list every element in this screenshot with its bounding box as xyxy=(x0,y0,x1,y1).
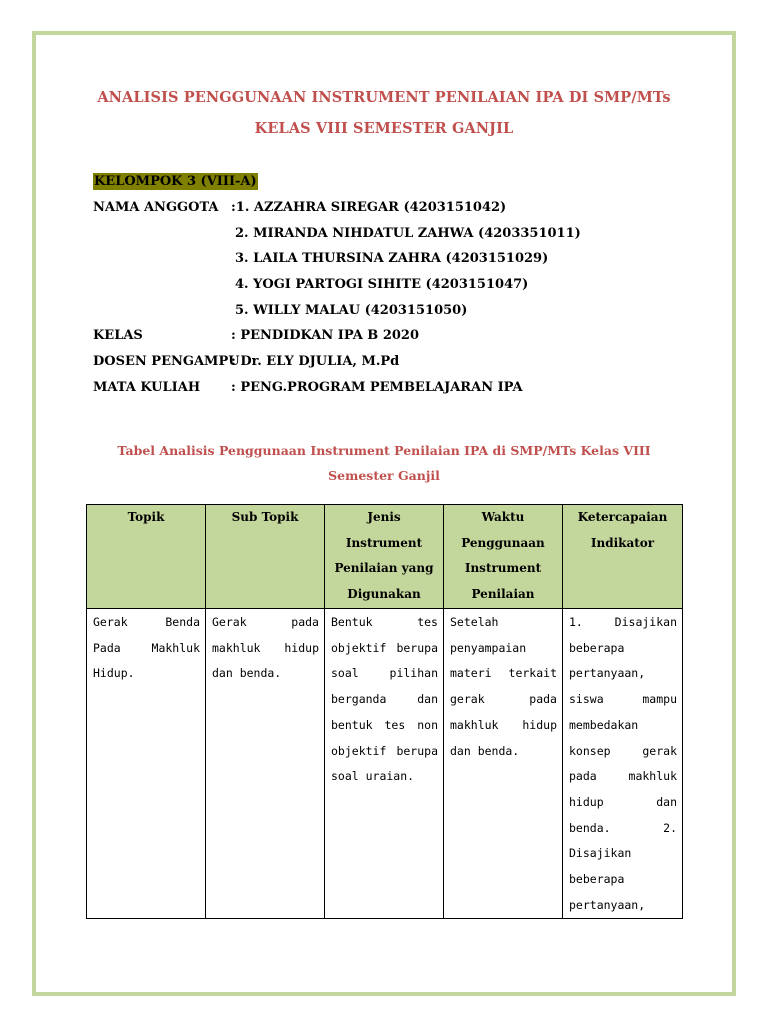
table-caption-line1: Tabel Analisis Penggunaan Instrument Penilaian IPA di SMP/MTs Kelas VIII xyxy=(117,443,651,458)
lecturer-label: DOSEN PENGAMPU xyxy=(93,354,240,369)
cell-sub-topik xyxy=(206,609,325,919)
member-2: 2. MIRANDA NIHDATUL ZAHWA (4203351011) xyxy=(235,226,581,241)
analysis-table xyxy=(86,504,683,919)
class-value: : PENDIDKAN IPA B 2020 xyxy=(231,328,420,343)
member-3: 3. LAILA THURSINA ZAHRA (4203151029) xyxy=(235,251,549,266)
member-5: 5. WILLY MALAU (4203151050) xyxy=(235,303,468,318)
table-caption-line2: Semester Ganjil xyxy=(328,468,440,483)
member-4: 4. YOGI PARTOGI SIHITE (4203151047) xyxy=(235,277,529,292)
cell-waktu-penggunaan-text: Setelah penyampaian materi terkait gerak pada makhluk hidup dan benda. xyxy=(450,615,557,758)
lecturer-value: : Dr. ELY DJULIA, M.Pd xyxy=(231,354,400,369)
member-1: :1. AZZAHRA SIREGAR (4203151042) xyxy=(231,200,507,215)
cell-ketercapaian xyxy=(563,609,683,919)
members-label: NAMA ANGGOTA xyxy=(93,200,219,215)
group-label: KELOMPOK 3 (VIII-A) xyxy=(94,174,257,189)
cell-jenis-instrument-text: Bentuk tes objektif berupa soal pilihan berganda dan bentuk tes non objektif berupa soal uraian. xyxy=(331,615,438,784)
header-jenis-instrument: Jenis Instrument Penilaian yang Digunakan xyxy=(325,505,444,609)
header-ketercapaian: Ketercapaian Indikator xyxy=(563,505,683,609)
header-sub-topik: Sub Topik xyxy=(206,505,325,609)
cell-topik-text: Gerak Benda Pada Makhluk Hidup. xyxy=(93,615,200,681)
document-title-line1: ANALISIS PENGGUNAAN INSTRUMENT PENILAIAN IPA DI SMP/MTs xyxy=(97,89,671,106)
class-label: KELAS xyxy=(93,328,143,343)
cell-jenis-instrument xyxy=(325,609,444,919)
table-header-row xyxy=(87,505,683,609)
cell-topik xyxy=(87,609,206,919)
cell-ketercapaian-text: 1. Disajikan beberapa pertanyaan, siswa mampu membedakan konsep gerak pada makhluk hidup dan benda. 2. Disajikan beberapa pertanyaan, xyxy=(569,615,677,912)
course-label: MATA KULIAH xyxy=(93,380,201,395)
cell-sub-topik-text: Gerak pada makhluk hidup dan benda. xyxy=(212,615,319,681)
table-row xyxy=(87,609,683,919)
document-title-line2: KELAS VIII SEMESTER GANJIL xyxy=(254,120,514,137)
course-value: : PENG.PROGRAM PEMBELAJARAN IPA xyxy=(231,380,523,395)
header-waktu-penggunaan: Waktu Penggunaan Instrument Penilaian xyxy=(444,505,563,609)
header-topik: Topik xyxy=(87,505,206,609)
cell-waktu-penggunaan xyxy=(444,609,563,919)
